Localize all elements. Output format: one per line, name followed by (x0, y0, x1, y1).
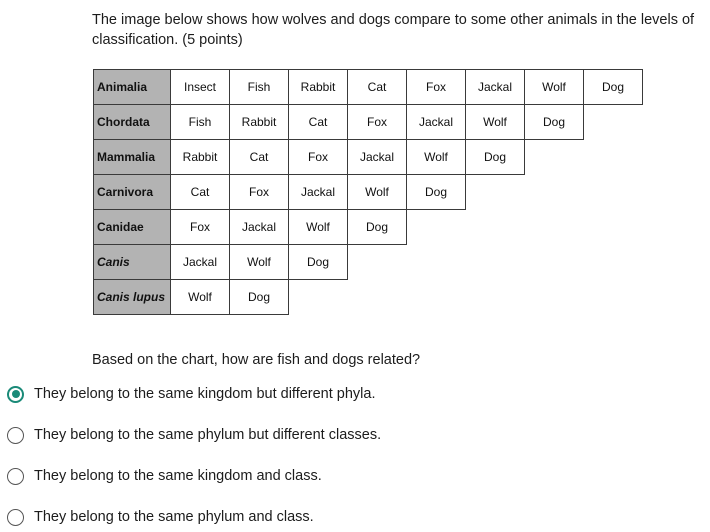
table-cell: Cat (171, 175, 230, 210)
question-prompt: Based on the chart, how are fish and dogs related? (92, 352, 421, 368)
table-cell: Wolf (466, 105, 525, 140)
table-cell: Rabbit (171, 140, 230, 175)
table-row (94, 210, 643, 245)
table-cell: Jackal (289, 175, 348, 210)
question-text: The image below shows how wolves and dogs compare to some other animals in the levels of classification. (5 points) (92, 12, 695, 48)
radio-icon[interactable] (7, 427, 24, 444)
table-cell: Fox (407, 70, 466, 105)
rank-label: Carnivora (94, 175, 171, 210)
table-row (94, 175, 643, 210)
empty-cell (466, 280, 525, 315)
table-cell: Fox (289, 140, 348, 175)
radio-icon[interactable] (7, 468, 24, 485)
table-cell: Wolf (348, 175, 407, 210)
table-cell: Jackal (466, 70, 525, 105)
empty-cell (289, 280, 348, 315)
empty-cell (525, 140, 584, 175)
table-cell: Fish (230, 70, 289, 105)
table-cell: Rabbit (289, 70, 348, 105)
option-label: They belong to the same kingdom and class. (34, 468, 322, 484)
table-row (94, 70, 643, 105)
table-cell: Fox (348, 105, 407, 140)
table-cell: Dog (289, 245, 348, 280)
table-cell: Wolf (407, 140, 466, 175)
table-cell: Dog (348, 210, 407, 245)
radio-selected-icon[interactable] (7, 386, 24, 403)
table-row (94, 140, 643, 175)
answer-option[interactable] (7, 464, 322, 488)
table-cell: Dog (230, 280, 289, 315)
table-cell: Cat (230, 140, 289, 175)
table-cell: Wolf (289, 210, 348, 245)
empty-cell (466, 175, 525, 210)
rank-label: Canidae (94, 210, 171, 245)
empty-cell (407, 245, 466, 280)
option-label: They belong to the same kingdom but different phyla. (34, 386, 376, 402)
empty-cell (466, 245, 525, 280)
table-cell: Rabbit (230, 105, 289, 140)
rank-label: Animalia (94, 70, 171, 105)
table-row (94, 105, 643, 140)
table-cell: Jackal (407, 105, 466, 140)
table-cell: Fox (171, 210, 230, 245)
table-cell: Jackal (230, 210, 289, 245)
rank-label: Canis lupus (94, 280, 171, 315)
table-cell: Jackal (171, 245, 230, 280)
rank-label: Chordata (94, 105, 171, 140)
table-cell: Dog (525, 105, 584, 140)
table-cell: Dog (407, 175, 466, 210)
empty-cell (525, 210, 584, 245)
empty-cell (584, 280, 643, 315)
empty-cell (584, 210, 643, 245)
empty-cell (525, 175, 584, 210)
empty-cell (525, 280, 584, 315)
empty-cell (348, 245, 407, 280)
table-cell: Dog (466, 140, 525, 175)
empty-cell (407, 210, 466, 245)
empty-cell (584, 245, 643, 280)
empty-cell (584, 175, 643, 210)
table-cell: Jackal (348, 140, 407, 175)
empty-cell (584, 105, 643, 140)
answer-option[interactable] (7, 423, 381, 447)
table-row (94, 245, 643, 280)
answer-option[interactable] (7, 382, 376, 406)
table-cell: Wolf (171, 280, 230, 315)
table-cell: Wolf (525, 70, 584, 105)
radio-icon[interactable] (7, 509, 24, 526)
table-cell: Cat (348, 70, 407, 105)
table-cell: Dog (584, 70, 643, 105)
classification-table (93, 69, 643, 315)
empty-cell (525, 245, 584, 280)
empty-cell (407, 280, 466, 315)
rank-label: Mammalia (94, 140, 171, 175)
table-cell: Fox (230, 175, 289, 210)
empty-cell (466, 210, 525, 245)
table-row (94, 280, 643, 315)
option-label: They belong to the same phylum and class. (34, 509, 314, 525)
empty-cell (348, 280, 407, 315)
table-cell: Wolf (230, 245, 289, 280)
table-cell: Cat (289, 105, 348, 140)
empty-cell (584, 140, 643, 175)
answer-option[interactable] (7, 505, 314, 529)
table-cell: Fish (171, 105, 230, 140)
table-cell: Insect (171, 70, 230, 105)
rank-label: Canis (94, 245, 171, 280)
option-label: They belong to the same phylum but different classes. (34, 427, 382, 443)
